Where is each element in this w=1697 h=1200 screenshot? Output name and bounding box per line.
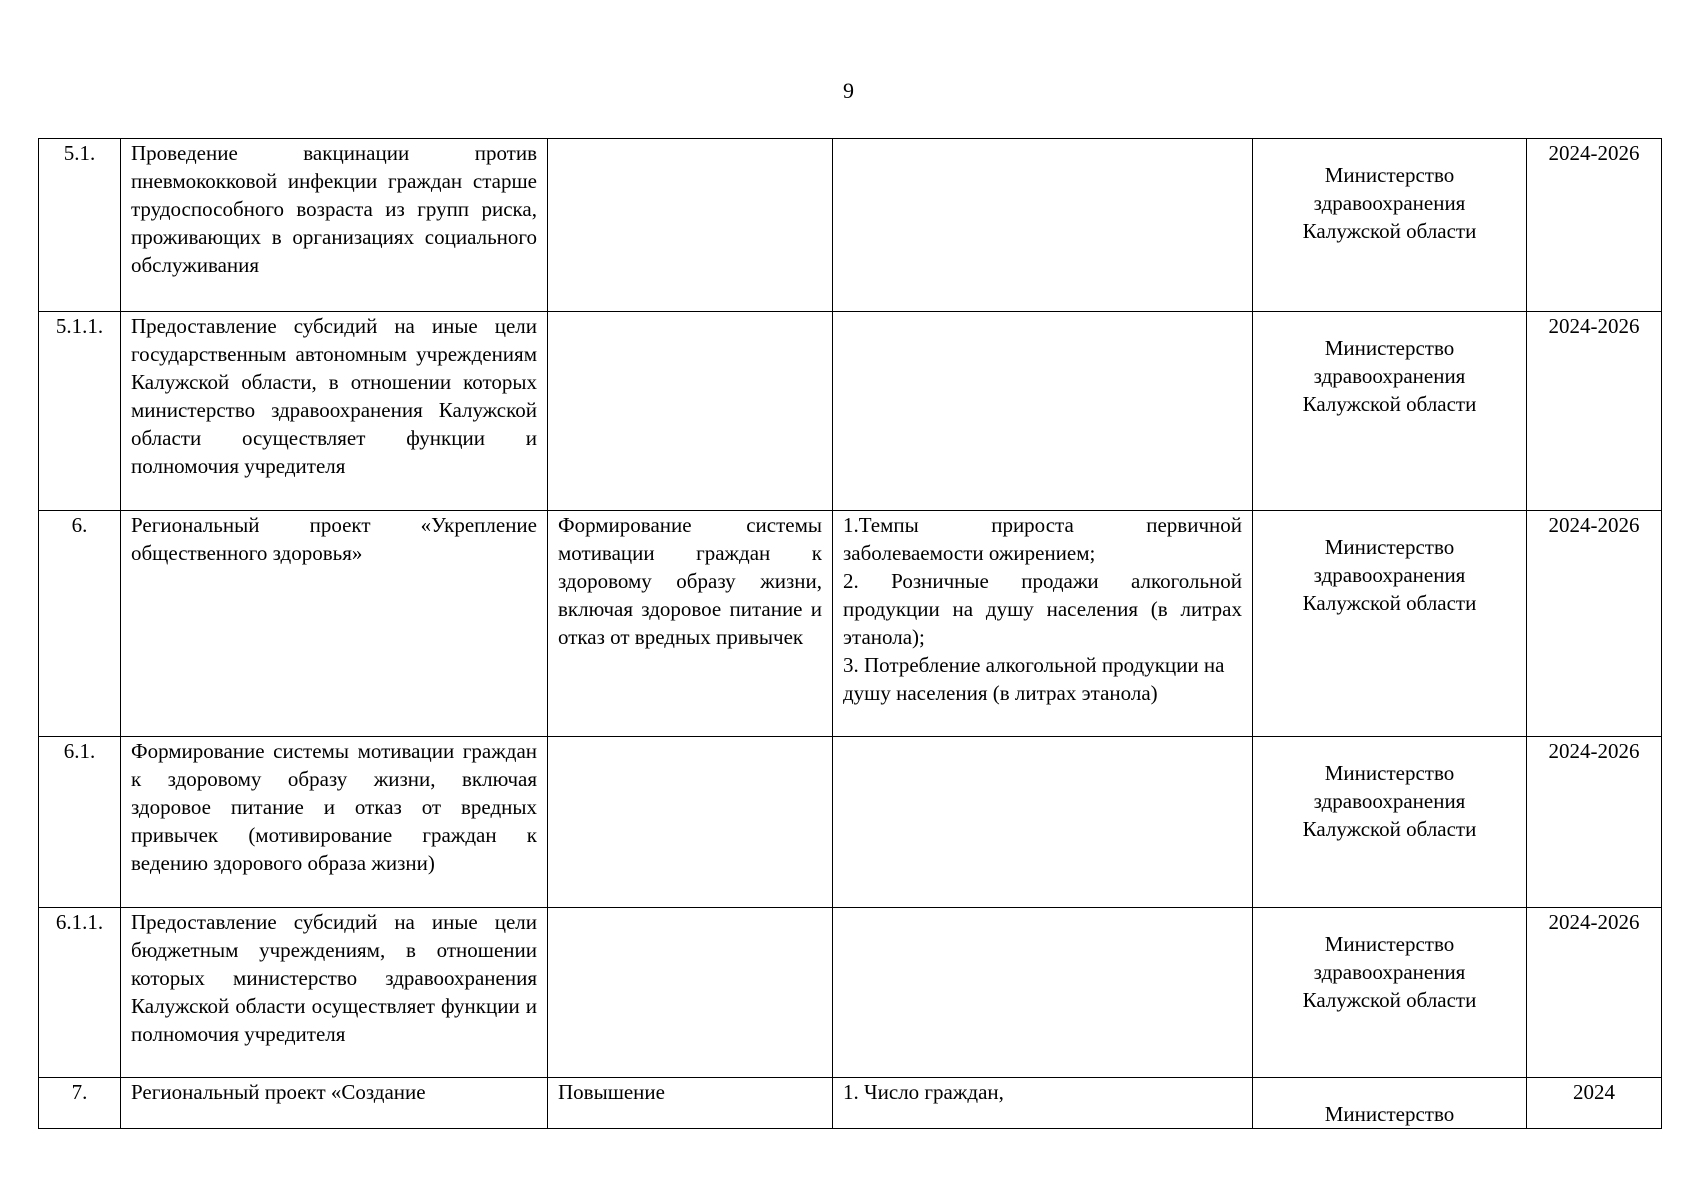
responsible-text: Министерство xyxy=(1324,1102,1455,1126)
responsible-text: Министерство здравоохранения Калужской области xyxy=(1302,761,1477,841)
responsible-text: Министерство здравоохранения Калужской области xyxy=(1302,163,1477,243)
page-number: 9 xyxy=(843,78,854,103)
row-number: 7. xyxy=(39,1078,121,1129)
measure-name: Формирование системы мотивации граждан к здоровому образу жизни, включая здоровое питание и отказ от вредных привычек (мотивирование граждан к ведению здорового образа жизни) xyxy=(121,737,548,908)
indicators-cell xyxy=(833,908,1253,1078)
years-cell: 2024-2026 xyxy=(1527,139,1662,312)
row-number: 6.1.1. xyxy=(39,908,121,1078)
table-row xyxy=(39,737,1662,908)
row-number: 5.1. xyxy=(39,139,121,312)
measure-name: Предоставление субсидий на иные цели бюджетным учреждениям, в отношении которых министерство здравоохранения Калужской области осуществляет функции и полномочия учредителя xyxy=(121,908,548,1078)
years-cell: 2024-2026 xyxy=(1527,312,1662,511)
task-cell: Формирование системы мотивации граждан к здоровому образу жизни, включая здоровое питание и отказ от вредных привычек xyxy=(548,511,833,737)
row-number: 6.1. xyxy=(39,737,121,908)
indicators-cell xyxy=(833,737,1253,908)
responsible-cell xyxy=(1253,908,1527,1078)
indicators-cell xyxy=(833,511,1253,737)
measures-table xyxy=(38,138,1662,1129)
indicators-cell xyxy=(833,312,1253,511)
table-row xyxy=(39,1078,1662,1129)
indicator-item: 3. Потребление алкогольной продукции на душу населения (в литрах этанола) xyxy=(843,653,1225,705)
task-cell xyxy=(548,139,833,312)
row-number: 5.1.1. xyxy=(39,312,121,511)
indicator-item: 2. Розничные продажи алкогольной продукции на душу населения (в литрах этанола); xyxy=(843,569,1242,649)
years-cell: 2024-2026 xyxy=(1527,908,1662,1078)
years-cell: 2024 xyxy=(1527,1078,1662,1129)
indicators-cell xyxy=(833,139,1253,312)
responsible-cell xyxy=(1253,737,1527,908)
measure-name: Предоставление субсидий на иные цели государственным автономным учреждениям Калужской области, в отношении которых министерство здравоохранения Калужской области осуществляет функции и полномочия учредителя xyxy=(121,312,548,511)
table-row xyxy=(39,908,1662,1078)
responsible-cell xyxy=(1253,139,1527,312)
measure-name: Региональный проект «Укрепление общественного здоровья» xyxy=(121,511,548,737)
years-cell: 2024-2026 xyxy=(1527,511,1662,737)
responsible-text: Министерство здравоохранения Калужской области xyxy=(1302,535,1477,615)
responsible-text: Министерство здравоохранения Калужской области xyxy=(1302,336,1477,416)
task-cell xyxy=(548,737,833,908)
task-cell xyxy=(548,908,833,1078)
measure-name: Региональный проект «Создание xyxy=(121,1078,548,1129)
responsible-cell xyxy=(1253,1078,1527,1129)
indicators-cell xyxy=(833,1078,1253,1129)
indicator-item: 1.Темпы прироста первичной заболеваемости ожирением; xyxy=(843,513,1242,565)
indicator-item: 1. Число граждан, xyxy=(843,1080,1004,1104)
years-cell: 2024-2026 xyxy=(1527,737,1662,908)
responsible-cell xyxy=(1253,511,1527,737)
responsible-cell xyxy=(1253,312,1527,511)
row-number: 6. xyxy=(39,511,121,737)
measure-name: Проведение вакцинации против пневмококковой инфекции граждан старше трудоспособного возраста из групп риска, проживающих в организациях социального обслуживания xyxy=(121,139,548,312)
table-row xyxy=(39,139,1662,312)
responsible-text: Министерство здравоохранения Калужской области xyxy=(1302,932,1477,1012)
task-cell: Повышение xyxy=(548,1078,833,1129)
table-row xyxy=(39,511,1662,737)
task-cell xyxy=(548,312,833,511)
table-row xyxy=(39,312,1662,511)
